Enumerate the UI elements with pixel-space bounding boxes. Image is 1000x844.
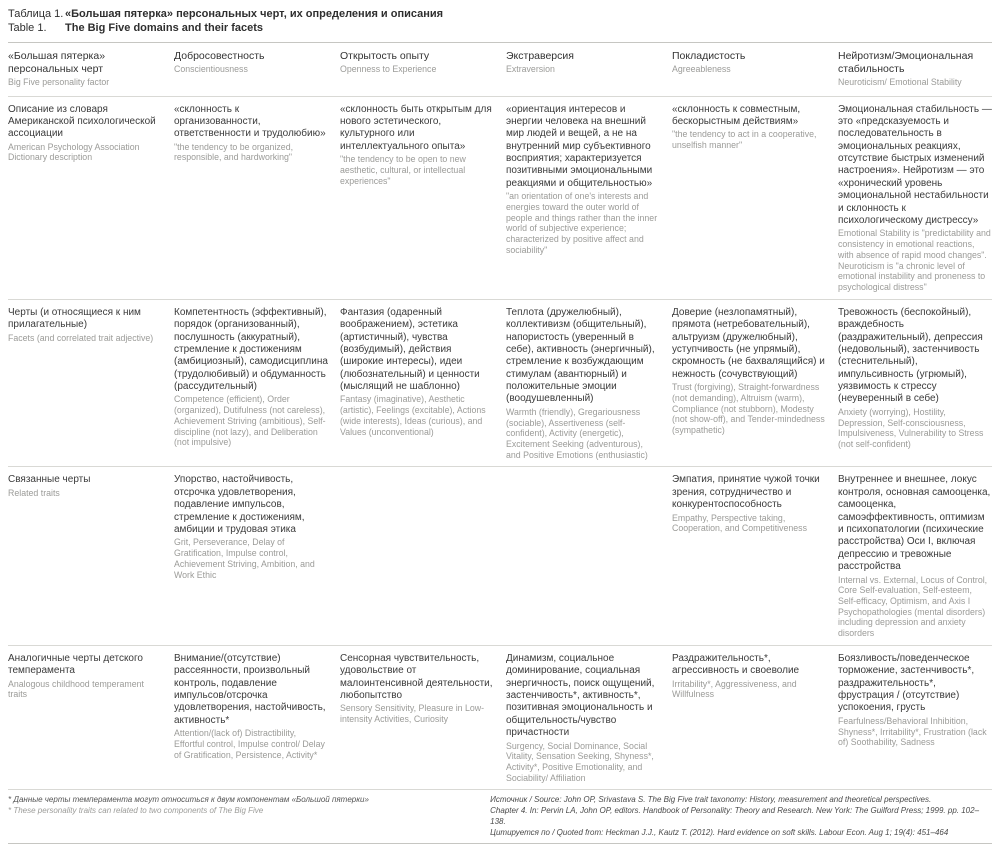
footnote-en: * These personality traits can related to two components of The Big Five xyxy=(8,805,264,815)
header-ru: Нейротизм/Эмоциональная стабильность xyxy=(838,49,974,75)
table-footer xyxy=(8,790,992,843)
cell-facets-agreeableness xyxy=(672,307,826,436)
cell-description-neuroticism xyxy=(838,104,992,293)
header-ru: Покладистость xyxy=(672,49,746,62)
cell-en: "the tendency to be open to new aesthetic, cultural, or intellectual experiences" xyxy=(340,154,466,186)
cell-en: Surgency, Social Dominance, Social Vitality, Sensation Seeking, Shyness*, Activity*, Positive Emotionality, and Sociability/ Affiliation xyxy=(506,740,654,783)
cell-en: Emotional Stability is "predictability and consistency in emotional reactions, with absence of rapid mood changes". Neuroticism is "a chronic level of emotional instability and proneness to psychological distress" xyxy=(838,228,991,292)
source-line-1: Источник / Source: John OP, Srivastava S. The Big Five trait taxonomy: History, measurement and theoretical perspectives. xyxy=(490,795,932,805)
header-cell-conscientiousness xyxy=(174,50,328,75)
cell-related-agreeableness xyxy=(672,474,826,534)
header-en: Openness to Experience xyxy=(340,63,437,74)
cell-ru: Динамизм, социальное доминирование, социальная энергичность, поиск ощущений, застенчивость*, активность*, позитивная эмоциональность и общительность/чувство причастности xyxy=(506,652,655,739)
cell-ru: «склонность к организованности, ответственности и трудолюбию» xyxy=(174,103,326,140)
row-label-childhood-temperament xyxy=(8,653,162,700)
table-number-en: Table 1. xyxy=(8,21,47,34)
row-label-related-traits xyxy=(8,474,162,498)
header-cell-extraversion xyxy=(506,50,660,75)
cell-en: Anxiety (worrying), Hostility, Depression, Self-consciousness, Impulsiveness, Vulnerability to Stress (not self-confident) xyxy=(838,406,984,449)
header-cell-agreeableness xyxy=(672,50,826,75)
cell-en: Grit, Perseverance, Delay of Gratification, Impulse control, Achievement Striving, Ambition, and Work Ethic xyxy=(174,537,315,580)
cell-en: Sensory Sensitivity, Pleasure in Low-intensity Activities, Curiosity xyxy=(340,703,485,725)
table-title-text-en: The Big Five domains and their facets xyxy=(65,21,264,34)
cell-description-extraversion xyxy=(506,104,660,256)
cell-en: "the tendency to act in a cooperative, unselfish manner" xyxy=(672,129,817,150)
header-cell-neuroticism xyxy=(838,50,992,88)
row-label-ru: Связанные черты xyxy=(8,474,91,486)
cell-ru: Внимание/(отсутствие) рассеянности, произвольный контроль, подавление импульсов/отсрочка удовлетворения, настойчивость, активность* xyxy=(174,652,326,726)
cell-en: Internal vs. External, Locus of Control, Core Self-evaluation, Self-esteem, Self-efficacy, Optimism, and Axis I Psychopathologies (mental disorders) including depression and anxiety disorders xyxy=(838,574,988,639)
row-label-en: Related traits xyxy=(8,487,60,498)
cell-en: "an orientation of one's interests and energies toward the outer world of people and things rather than the inner world of subjective experience; characterized by positive affect and sociability" xyxy=(506,191,658,255)
row-label-facets xyxy=(8,307,162,344)
header-cell-openness xyxy=(340,50,494,75)
table-title-en xyxy=(8,22,992,36)
cell-en: Attention/(lack of) Distractibility, Effortful control, Impulse control/ Delay of Gratification, Persistence, Activity* xyxy=(174,728,325,760)
cell-description-conscientiousness xyxy=(174,104,328,164)
header-ru: Добросовестность xyxy=(174,49,265,62)
cell-ru: Эмоциональная стабильность — это «предсказуемость и последовательность в эмоциональных реакциях, отсутствие быстрых изменений настроения». Нейротизм — это «хронический уровень эмоциональной нестабильности и склонность к психологическому дистрессу» xyxy=(838,103,992,227)
cell-childhood-conscientiousness xyxy=(174,653,328,761)
cell-childhood-openness xyxy=(340,653,494,725)
row-label-en: Analogous childhood temperament traits xyxy=(8,678,144,700)
row-label-en: American Psychology Association Dictionary description xyxy=(8,141,140,163)
cell-en: Fearfulness/Behavioral Inhibition, Shyness*, Irritability*, Frustration (lack of) Soothability, Sadness xyxy=(838,715,987,748)
cell-ru: Боязливость/поведенческое торможение, застенчивость*, раздражительность*, фрустрация / (отсутствие) успокоения, грусть xyxy=(838,652,975,714)
cell-en: Competence (efficient), Order (organized), Dutifulness (not careless), Achievement Striving (ambitious), Self-discipline (not lazy), and Deliberation (not impulsive) xyxy=(174,394,326,448)
cell-facets-openness xyxy=(340,307,494,438)
cell-description-agreeableness xyxy=(672,104,826,151)
row-label-ru: Описание из словаря Американской психологической ассоциации xyxy=(8,103,156,140)
cell-ru: Компетентность (эффективный), порядок (организованный), послушность (аккуратный), стремление к достижениям (амбициозный), самодисциплина (трудолюбивый) и обдуманность (рассудительный) xyxy=(174,306,328,393)
row-label-en: Facets (and correlated trait adjective) xyxy=(8,332,154,343)
cell-ru: Сенсорная чувствительность, удовольствие от малоинтенсивной деятельности, любопытство xyxy=(340,652,493,702)
cell-ru: «ориентация интересов и энергии человека на внешний мир людей и вещей, а не на внутренний мир субъективного восприятия; характеризуется позитивными эмоциональными реакциями и общительностью» xyxy=(506,103,653,189)
header-ru: Открытость опыту xyxy=(340,49,430,62)
row-label-ru: Черты (и относящиеся к ним прилагательные) xyxy=(8,306,141,331)
header-cell-big-five-factor xyxy=(8,50,162,88)
table-number-ru: Таблица 1. xyxy=(8,8,64,20)
cell-en: Trust (forgiving), Straight-forwardness (not demanding), Altruism (warm), Compliance (not stubborn), Modesty (not show-off), and Tender-mindedness (sympathetic) xyxy=(672,382,825,435)
header-en: Conscientiousness xyxy=(174,63,248,74)
cell-ru: «склонность быть открытым для нового эстетического, культурного или интеллектуального опыта» xyxy=(340,103,492,152)
row-label-ru: Аналогичные черты детского темперамента xyxy=(8,652,143,677)
table-row-facets xyxy=(8,300,992,468)
cell-ru: «склонность к совместным, бескорыстным действиям» xyxy=(672,103,801,127)
source-line-2: Chapter 4. In: Pervin LA, John OP, editors. Handbook of Personality: Theory and Research. New York: The Guilford Press; 1999. pp. 102–138. xyxy=(490,806,980,827)
row-label-description xyxy=(8,104,162,164)
table-row-description xyxy=(8,97,992,300)
cell-childhood-extraversion xyxy=(506,653,660,784)
footnote-block xyxy=(8,795,490,838)
cell-related-extraversion-empty xyxy=(506,474,660,475)
table-row-childhood-temperament xyxy=(8,646,992,791)
cell-childhood-agreeableness xyxy=(672,653,826,700)
cell-ru: Внутреннее и внешнее, локус контроля, основная самооценка, самооценка, самоэффективность, оптимизм и психопатологии (психические расстройства) Оси I, включая депрессию и тревожные расстройства xyxy=(838,474,991,573)
footnote-ru: * Данные черты темперамента могут относиться к двум компонентам «Большой пятерки» xyxy=(8,795,369,805)
cell-en: Empathy, Perspective taking, Cooperation, and Competitiveness xyxy=(672,512,807,534)
cell-ru: Упорство, настойчивость, отсрочка удовлетворения, подавление импульсов, стремление к достижениям, амбиции и трудовая этика xyxy=(174,474,305,535)
source-block xyxy=(490,795,992,838)
cell-related-neuroticism xyxy=(838,474,992,638)
cell-en: Irritability*, Aggressiveness, and Willfulness xyxy=(672,678,797,700)
cell-facets-extraversion xyxy=(506,307,660,461)
header-ru: «Большая пятерка» персональных черт xyxy=(8,49,106,75)
table-header-row xyxy=(8,43,992,97)
cell-related-conscientiousness xyxy=(174,474,328,580)
cell-description-openness xyxy=(340,104,494,187)
header-en: Agreeableness xyxy=(672,63,731,74)
header-en: Big Five personality factor xyxy=(8,76,110,87)
table-title-ru xyxy=(8,8,992,22)
cell-en: Warmth (friendly), Gregariousness (sociable), Assertiveness (self-confident), Activity (energetic), Excitement Seeking (adventurous), and Positive Emotions (enthusiastic) xyxy=(506,406,648,460)
cell-ru: Теплота (дружелюбный), коллективизм (общительный), напористость (уверенный в себе), активность (энергичный), стремление к возбуждающим стимулам (авантюрный) и положительные эмоции (воодушевленный) xyxy=(506,306,655,405)
table-title-block xyxy=(8,6,992,43)
cell-facets-neuroticism xyxy=(838,307,992,450)
cell-childhood-neuroticism xyxy=(838,653,992,748)
cell-ru: Тревожность (беспокойный), враждебность (раздражительный), депрессия (недовольный), застенчивость (стеснительный), импульсивность (угрюмый), уязвимость к стрессу (неуверенный в себе) xyxy=(838,306,983,405)
header-ru: Экстраверсия xyxy=(506,49,574,62)
table-title-text-ru: «Большая пятерка» персональных черт, их определения и описания xyxy=(65,8,444,20)
cell-en: "the tendency to be organized, responsible, and hardworking" xyxy=(174,141,294,163)
cell-ru: Фантазия (одаренный воображением), эстетика (артистичный), чувства (возбудимый), действия (широкие интересы), идеи (любознательный) и ценности (мыслящий не шаблонно) xyxy=(340,306,480,393)
cell-ru: Эмпатия, принятие чужой точки зрения, сотрудничество и конкурентоспособность xyxy=(672,474,820,511)
header-en: Neuroticism/ Emotional Stability xyxy=(838,76,962,87)
table-row-related-traits xyxy=(8,467,992,645)
cell-ru: Раздражительность*, агрессивность и своеволие xyxy=(672,652,800,677)
cell-ru: Доверие (незлопамятный), прямота (нетребовательный), альтруизм (дружелюбный), уступчивость (не упрямый), скромность (не бахвалящийся) и нежность (сочувствующий) xyxy=(672,306,825,380)
cell-facets-conscientiousness xyxy=(174,307,328,448)
header-en: Extraversion xyxy=(506,63,555,74)
cell-related-openness-empty xyxy=(340,474,494,475)
cell-en: Fantasy (imaginative), Aesthetic (artistic), Feelings (excitable), Actions (wide interests), Ideas (curious), and Values (unconventional) xyxy=(340,394,486,437)
source-line-3: Цитируется по / Quoted from: Heckman J.J., Kautz T. (2012). Hard evidence on soft skills. Labour Econ. Aug 1; 19(4): 451–464 xyxy=(490,827,949,837)
